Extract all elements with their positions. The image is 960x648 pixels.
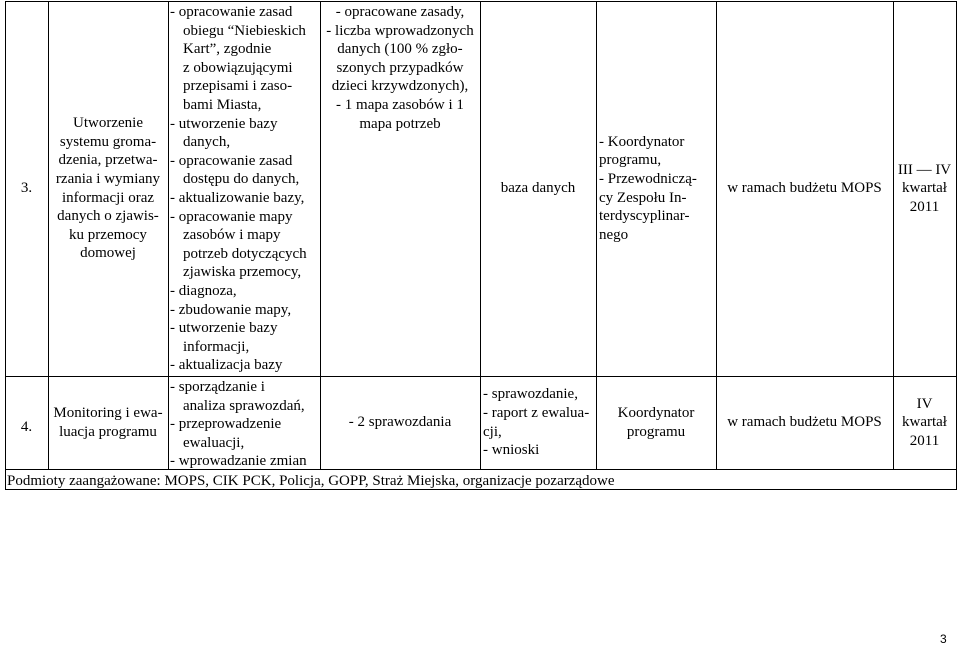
- action-line: - aktualizacja bazy: [170, 357, 283, 374]
- row-3-budget: w ramach budżetu MOPS: [727, 180, 882, 197]
- responsible-line: - Koordynator: [599, 133, 685, 150]
- row-4-actions: [170, 378, 320, 471]
- responsible-line: nego: [599, 226, 629, 243]
- indicator-line: - 1 mapa zasobów i 1: [336, 96, 464, 113]
- indicator-line: dzieci krzywdzonych),: [331, 78, 469, 95]
- result-line: - wnioski: [483, 442, 540, 459]
- action-line: ewaluacji,: [183, 434, 245, 451]
- row-4-indicators: [320, 376, 480, 469]
- action-line: bami Miasta,: [183, 96, 262, 113]
- action-line: obiegu “Niebieskich: [183, 22, 306, 39]
- row-3-actions: [170, 3, 320, 375]
- action-line: - diagnoza,: [170, 282, 237, 299]
- action-line: - zbudowanie mapy,: [170, 301, 292, 318]
- action-line: - utworzenie bazy: [170, 115, 278, 132]
- action-line: przepisami i zaso-: [183, 78, 293, 95]
- task-line: danych o zjawis-: [57, 208, 159, 225]
- action-line: zjawiska przemocy,: [183, 264, 302, 281]
- term-line: IV: [916, 395, 933, 412]
- result-line: - raport z ewalua-: [483, 404, 590, 421]
- responsible-line: programu: [626, 423, 686, 440]
- term-line: kwartał: [902, 414, 947, 431]
- column-divider: [168, 1, 169, 469]
- task-line: rzania i wymiany: [55, 170, 161, 187]
- action-line: - przeprowadzenie: [170, 416, 282, 433]
- row-3-term: [893, 1, 956, 376]
- task-line: domowej: [80, 245, 136, 262]
- task-line: dzenia, przetwa-: [58, 152, 158, 169]
- action-line: informacji,: [183, 338, 250, 355]
- term-line: 2011: [909, 432, 940, 449]
- action-line: - wprowadzanie zmian: [170, 453, 307, 470]
- term-line: kwartał: [902, 180, 947, 197]
- action-line: - opracowanie zasad: [170, 152, 293, 169]
- page-number: 3: [940, 632, 947, 646]
- row-3-results: [480, 1, 596, 376]
- result-line: cji,: [483, 423, 502, 440]
- indicator-line: - liczba wprowadzonych: [326, 22, 474, 39]
- result-line: baza danych: [500, 180, 576, 197]
- involved-parties: Podmioty zaangażowane: MOPS, CIK PCK, Policja, GOPP, Straż Miejska, organizacje pozarządowe: [7, 473, 615, 489]
- responsible-line: terdyscyplinar-: [599, 208, 690, 225]
- row-4-budget: w ramach budżetu MOPS: [727, 414, 882, 431]
- task-line: Monitoring i ewa-: [53, 404, 163, 421]
- indicator-line: mapa potrzeb: [359, 115, 441, 132]
- row-4-task: [48, 376, 168, 469]
- responsible-line: programu,: [599, 152, 662, 169]
- indicator-line: - 2 sprawozdania: [348, 414, 452, 431]
- action-line: - sporządzanie i: [170, 379, 265, 395]
- action-line: Kart”, zgodnie: [183, 41, 272, 58]
- task-line: luacja programu: [59, 423, 157, 440]
- action-line: danych,: [183, 134, 231, 151]
- indicator-line: szonych przypadków: [336, 59, 464, 76]
- row-3-number: 3.: [20, 180, 33, 197]
- action-line: - opracowanie mapy: [170, 208, 293, 225]
- action-line: potrzeb dotyczących: [183, 245, 307, 262]
- row-3-indicators: [320, 3, 480, 133]
- action-line: - utworzenie bazy: [170, 320, 278, 337]
- task-line: systemu groma-: [59, 133, 157, 150]
- indicator-line: - opracowane zasady,: [335, 4, 465, 20]
- term-line: III — IV: [897, 161, 952, 178]
- responsible-line: - Przewodniczą-: [599, 170, 697, 187]
- row-4-term: [893, 376, 956, 469]
- indicator-line: danych (100 % zgło-: [337, 41, 463, 58]
- task-line: ku przemocy: [69, 226, 147, 243]
- action-line: analiza sprawozdań,: [183, 397, 305, 414]
- row-3-responsible: [599, 1, 716, 376]
- term-line: 2011: [909, 198, 940, 215]
- row-3-task: [48, 1, 168, 376]
- table-border-right: [956, 1, 957, 490]
- action-line: zasobów i mapy: [183, 227, 281, 244]
- responsible-line: cy Zespołu In-: [599, 189, 687, 206]
- action-line: - aktualizowanie bazy,: [170, 189, 305, 206]
- result-line: - sprawozdanie,: [483, 386, 578, 403]
- task-line: Utworzenie: [73, 115, 143, 132]
- table-row-divider: [5, 469, 956, 470]
- row-4-results: [483, 376, 596, 469]
- responsible-line: Koordynator: [617, 404, 695, 421]
- row-4-responsible: [596, 376, 716, 469]
- action-line: dostępu do danych,: [183, 171, 300, 188]
- action-line: z obowiązującymi: [183, 59, 293, 76]
- task-line: informacji oraz: [61, 189, 155, 206]
- action-line: - opracowanie zasad: [170, 4, 293, 20]
- row-4-number: 4.: [20, 419, 33, 436]
